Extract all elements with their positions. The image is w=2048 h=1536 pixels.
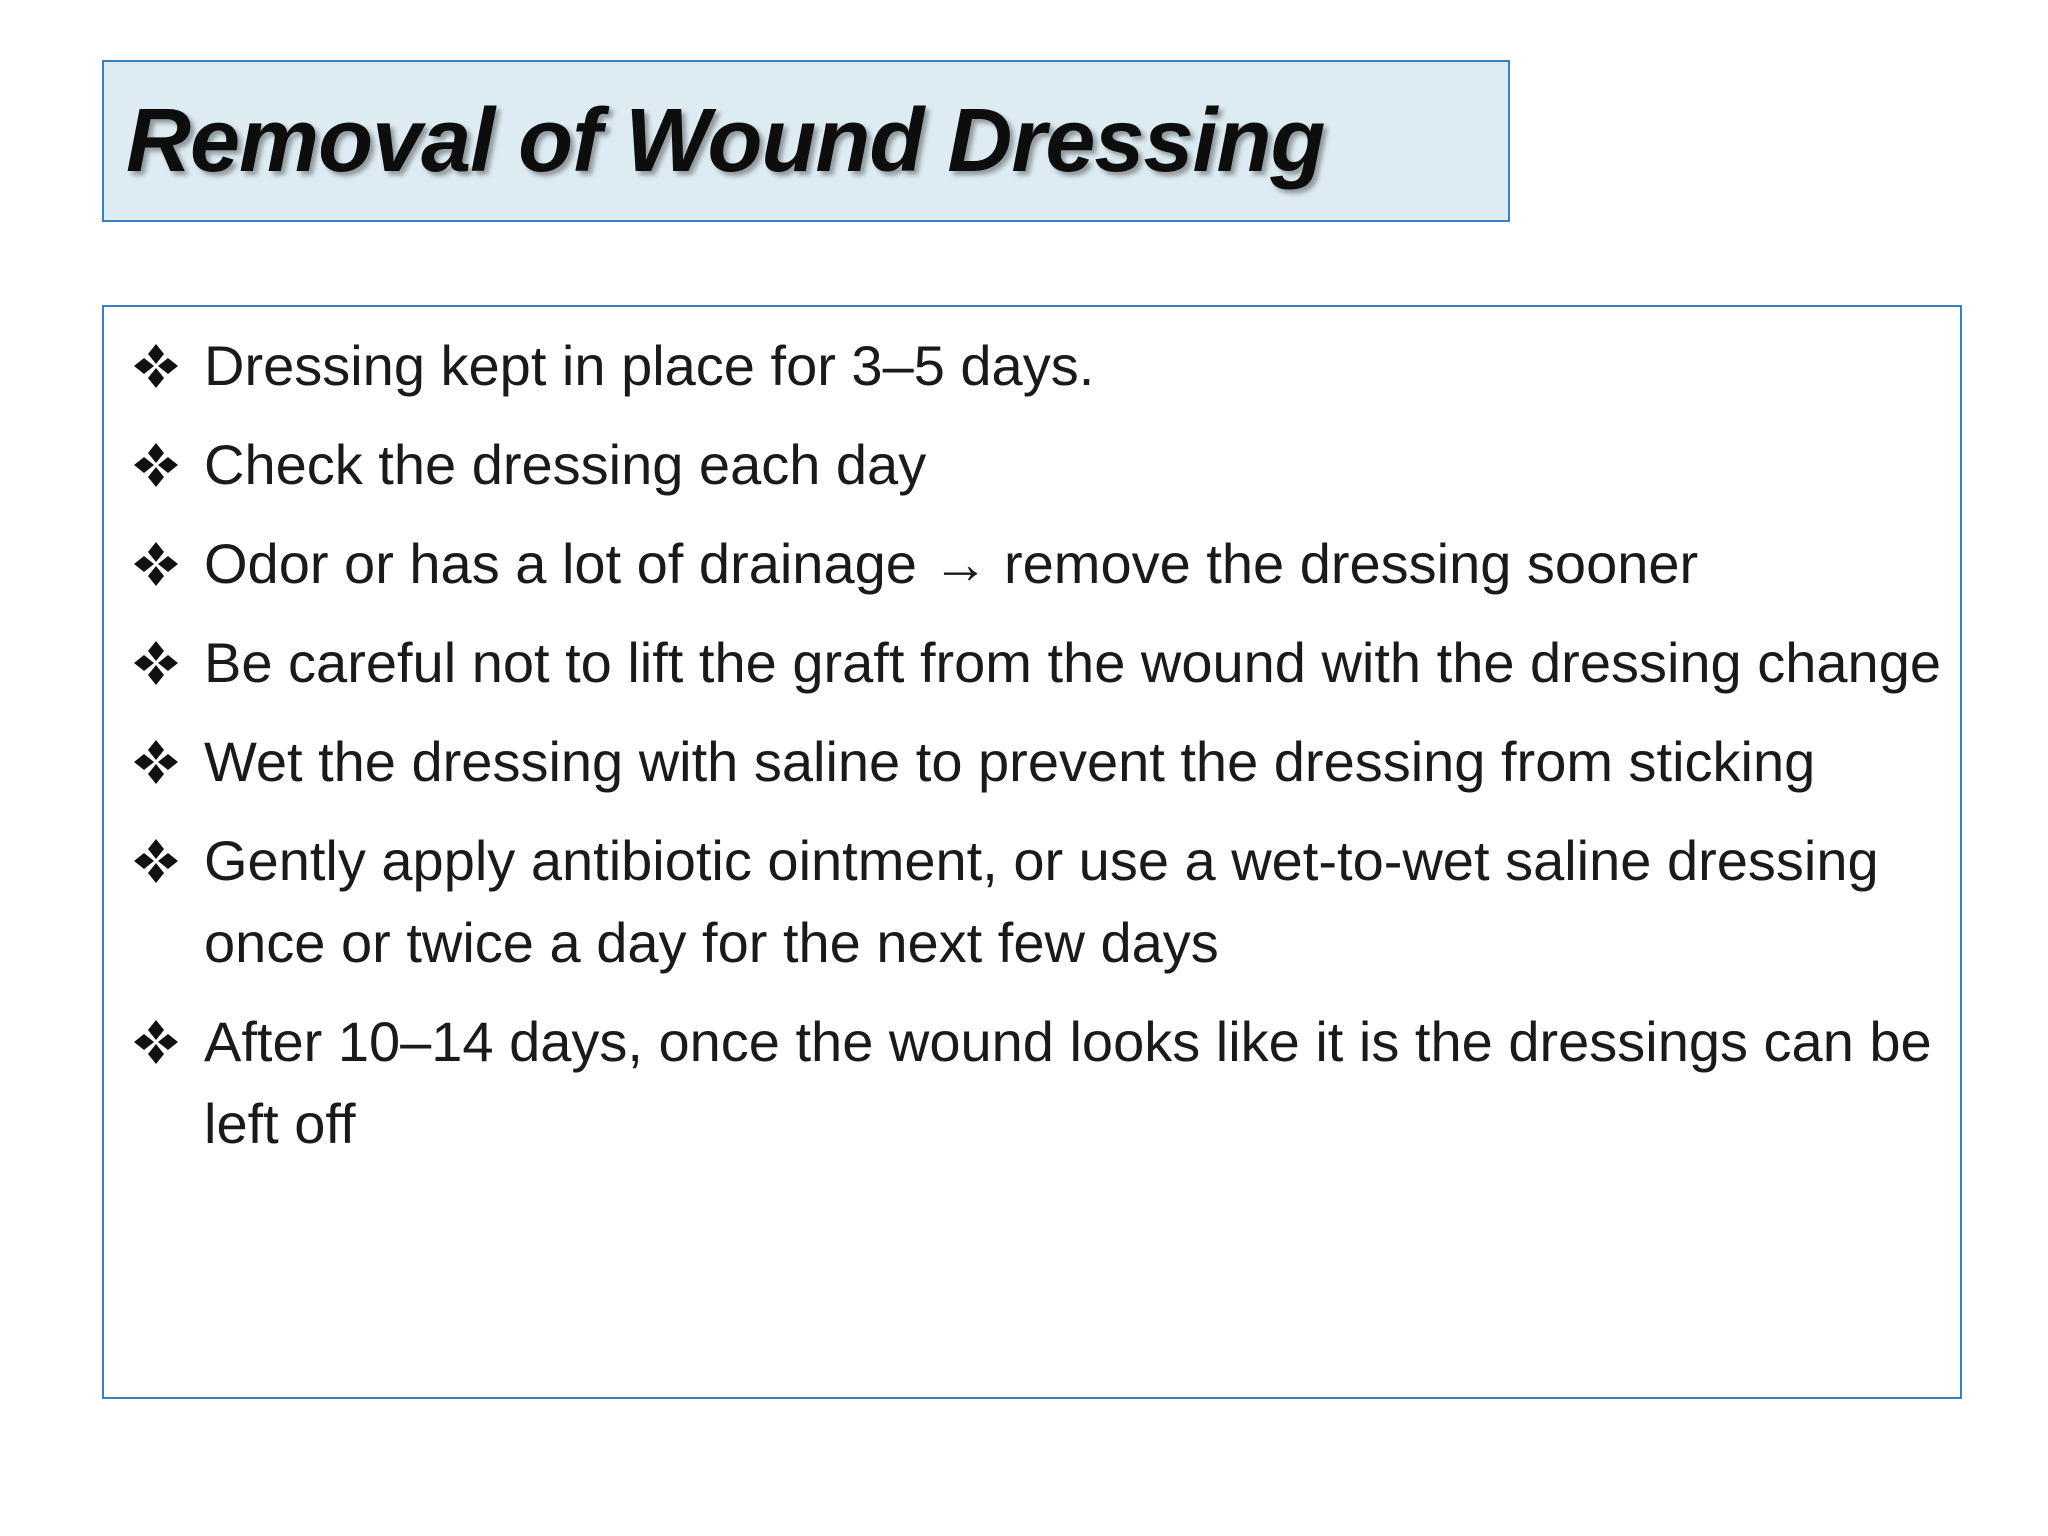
four-diamond-bullet-icon — [128, 721, 184, 803]
bullet-list — [128, 325, 1942, 1182]
bullet-text: After 10–14 days, once the wound looks like it is the dressings can be left off — [204, 1010, 1932, 1155]
bullet-item — [128, 523, 1942, 605]
bullet-text: Wet the dressing with saline to prevent the dressing from sticking — [204, 730, 1816, 793]
bullet-item — [128, 820, 1942, 984]
content-box — [102, 305, 1962, 1399]
four-diamond-bullet-icon — [128, 424, 184, 506]
four-diamond-bullet-icon — [128, 325, 184, 407]
bullet-text: Odor or has a lot of drainage → remove the dressing sooner — [204, 532, 1699, 595]
bullet-item — [128, 721, 1942, 803]
four-diamond-bullet-icon — [128, 1001, 184, 1083]
bullet-text: Dressing kept in place for 3–5 days. — [204, 334, 1095, 397]
bullet-item — [128, 622, 1942, 704]
bullet-text: Gently apply antibiotic ointment, or use a wet-to-wet saline dressing once or twice a day for the next few days — [204, 829, 1879, 974]
bullet-text: Be careful not to lift the graft from the wound with the dressing change — [204, 631, 1941, 694]
four-diamond-bullet-icon — [128, 523, 184, 605]
slide-title: Removal of Wound Dressing — [126, 90, 1325, 191]
four-diamond-bullet-icon — [128, 622, 184, 704]
bullet-item — [128, 325, 1942, 407]
four-diamond-bullet-icon — [128, 820, 184, 902]
bullet-text: Check the dressing each day — [204, 433, 927, 496]
bullet-item — [128, 1001, 1942, 1165]
title-box — [102, 60, 1510, 222]
bullet-item — [128, 424, 1942, 506]
